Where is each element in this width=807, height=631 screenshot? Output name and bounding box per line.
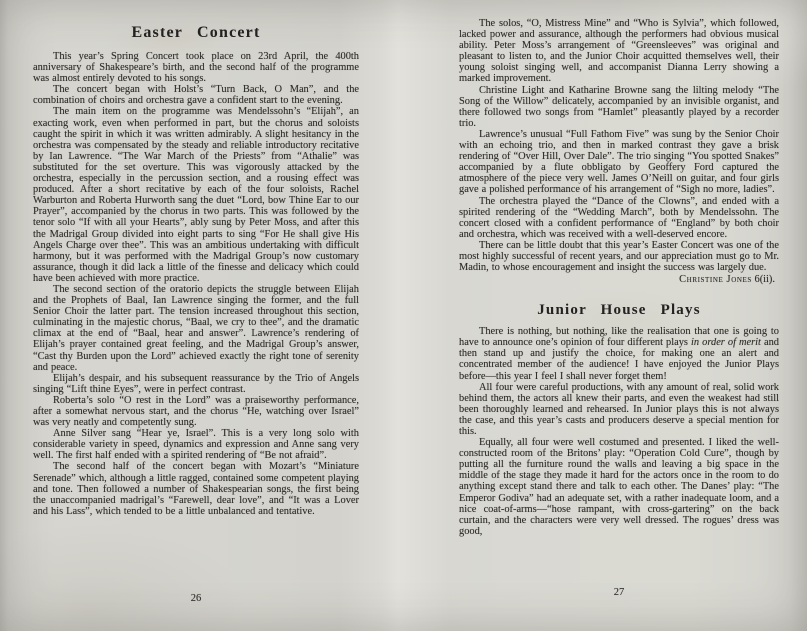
paragraph-segment: and then stand up and justify the choice, for making one an alert and concentrated member of the audience! I have enjoyed the Junior Plays before—this year I feel I shall never forget them! <box>459 337 780 382</box>
paragraph: Anne Silver sang “Hear ye, Israel”. This is a very long solo with considerable variety in speed, dynamics and expression and Anne sang very well. The first half ended with a spirited rendering of “Be not afraid”. <box>33 428 359 462</box>
page-gutter <box>396 0 452 631</box>
paragraph <box>459 326 779 381</box>
paragraph: The second section of the oratorio depicts the struggle between Elijah and the Prophets of Baal, Ian Lawrence singing the former, and the full Senior Choir the latter part. The tension increased throughout this section, culminating in the majestic chorus, “Baal, we cry to thee”, and the dramatic climax at the end of “Baal, hear and answer”. Lawrence’s rendering of Elijah’s prayer contained great feeling, and the Madrigal Group’s answer, “Cast thy Burden upon the Lord” achieved exactly the right tone of serenity and peace. <box>33 283 359 373</box>
paragraph: This year’s Spring Concert took place on 23rd April, the 400th anniversary of Shakespeare’s birth, and the second half of the programme was almost entirely devoted to his songs. <box>33 51 359 85</box>
paragraph: Roberta’s solo “O rest in the Lord” was a praiseworthy performance, after a somewhat nervous start, and the chorus “He, watching over Israel” was very neatly and competently sung. <box>33 394 359 429</box>
page-number-left: 26 <box>190 593 202 604</box>
paragraph: Christine Light and Katharine Browne sang the lilting melody “The Song of the Willow” delicately, accompanied by an invisible organist, and there followed two songs from “Hamlet” pleasantly played by a recorder trio. <box>459 84 779 129</box>
paragraph-segment-italic: in order of merit <box>691 337 761 349</box>
byline-form: 6(ii). <box>754 274 775 286</box>
article-title-easter-concert: Easter Concert <box>131 24 261 41</box>
byline <box>459 274 775 286</box>
paragraph: The second half of the concert began with Mozart’s “Miniature Serenade” which, although a little ragged, contained some competent playing and tone. Then followed a number of Shakespearian songs, the first being the unaccompanied madrigal’s “Farewell, dear love”, and “It was a Lover and his Lass”, which tended to be a little unbalanced and tentative. <box>33 461 359 517</box>
paragraph-segment: There is nothing, but nothing, like the realisation that one is going to have to announce one’s opinion of four different plays <box>459 326 779 349</box>
left-page <box>33 24 359 517</box>
paragraph: Equally, all four were well costumed and presented. I liked the well-constructed room of the Britons’ play: “Operation Cold Cure”, though by putting all the furniture round the walls and leaving a big space in the middle of the stage they made it hard for the actors once in the room to do anything except stand there and talk to each other. The Danes’ play: “The Emperor Godiva” had an adequate set, with a rather inadequate loom, and a nice coat-of-arms—“hose rampant, with cross-gartering” on the back curtain, and the characters were very well dressed. The rogues’ dress was good, <box>459 437 779 537</box>
paragraph: There can be little doubt that this year’s Easter Concert was one of the most highly successful of recent years, and our appreciation must go to Mr. Madin, to whose encouragement and insight the success was largely due. <box>459 239 779 274</box>
paragraph: Elijah’s despair, and his subsequent reassurance by the Trio of Angels singing “Lift thine Eyes”, were in perfect contrast. <box>33 372 359 395</box>
byline-author: Christine Jones <box>679 274 752 286</box>
right-page <box>459 18 779 537</box>
paragraph: The main item on the programme was Mendelssohn’s “Elijah”, an exacting work, even when performed in part, but the chorus and soloists caught the spirit in which it was written admirably. A slight hesitancy in the orchestra was compensated by the steady and reliable introductory recitative by Ian Lawrence. “The War March of the Priests” from “Athalie” was substituted for the set overture. This was vigorously attacked by the orchestra, especially in the percussion section, and a rousing effect was produced. After a short recitative by each of the four soloists, Rachel Warburton and Roberta Hurworth sang the duet “Lord, bow Thine Ear to our Prayer”, accompanied by the chorus in two parts. This was followed by the tenor solo “If with all your Hearts”, ably sung by Peter Moss, and after this the Madrigal Group divided into eight parts to sing “For He shall give His Angels Charge over thee”. This was an ambitious undertaking with difficult harmony, but it was performed with the Madrigal Group’s now customary assurance, though it did lack a little of the finesse and delicacy which could have been achieved with more practice. <box>33 106 359 284</box>
paragraph: The concert began with Holst’s “Turn Back, O Man”, and the combination of choirs and orchestra gave a confident start to the evening. <box>33 84 359 107</box>
article-title-junior-house-plays: Junior House Plays <box>537 302 701 319</box>
page-number-right: 27 <box>613 587 625 598</box>
paragraph: All four were careful productions, with any amount of real, solid work behind them, the actors all knew their parts, and even the weakest had still been thoroughly learned and rehearsed. In Junior plays this is not always the case, and this year’s casts and producers deserve a special mention for this. <box>459 381 779 437</box>
paragraph: Lawrence’s unusual “Full Fathom Five” was sung by the Senior Choir with an echoing trio, and then in marked contrast they gave a brisk rendering of “Over Hill, Over Dale”. The trio singing “You spotted Snakes” accompanied by a flute obbligato by Geoffery Ford captured the atmosphere of the piece very well. James O’Neill on guitar, and four girls gave a polished performance of his arrangement of “Sigh no more, ladies”. <box>459 128 779 196</box>
paragraph: The orchestra played the “Dance of the Clowns”, and ended with a spirited rendering of the “Wedding March”, both by Mendelssohn. The concert closed with a confident performance of “England” by both choir and orchestra, which was received with a well-deserved encore. <box>459 195 779 240</box>
paragraph: The solos, “O, Mistress Mine” and “Who is Sylvia”, which followed, lacked power and assurance, although the performers had obvious musical ability. Peter Moss’s arrangement of “Greensleeves” was original and pleasant to listen to, and the Junior Choir acquitted themselves well, their young soloist singing well, and accompanist Dianna Lerry showing a marked improvement. <box>459 18 779 85</box>
